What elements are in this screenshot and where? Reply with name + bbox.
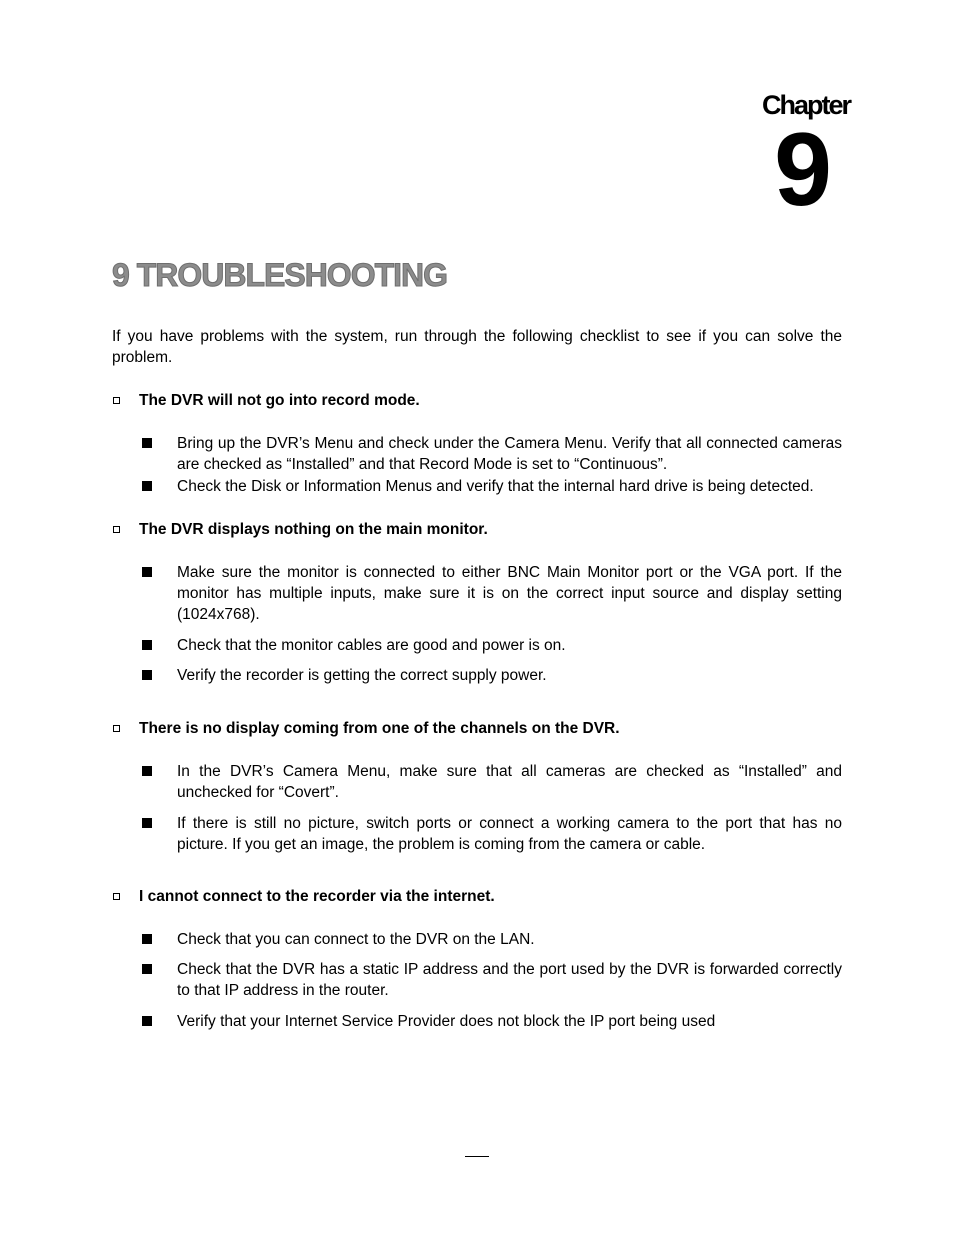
list-item-text: Check that the monitor cables are good and power is on. xyxy=(177,637,566,654)
intro-paragraph: If you have problems with the system, run through the following checklist to see if you can solve the problem. xyxy=(112,328,842,366)
list-item-text: Verify the recorder is getting the correct supply power. xyxy=(177,667,547,684)
section-title xyxy=(112,718,842,739)
document-body xyxy=(112,326,842,1032)
list-item xyxy=(112,562,842,625)
list-item-text: In the DVR’s Camera Menu, make sure that all cameras are checked as “Installed” and unchecked for “Covert”. xyxy=(177,763,842,801)
checkbox-bullet-icon xyxy=(113,893,120,900)
chapter-number: 9 xyxy=(774,112,830,228)
square-bullet-icon xyxy=(142,1016,152,1026)
square-bullet-icon xyxy=(142,964,152,974)
section-title xyxy=(112,519,842,540)
bullet-list xyxy=(112,433,842,497)
square-bullet-icon xyxy=(142,567,152,577)
list-item-text: Check that you can connect to the DVR on the LAN. xyxy=(177,931,535,948)
list-item xyxy=(112,635,842,656)
checkbox-bullet-icon xyxy=(113,526,120,533)
list-item xyxy=(112,1011,842,1032)
square-bullet-icon xyxy=(142,818,152,828)
section-title-text: The DVR displays nothing on the main monitor. xyxy=(139,521,488,538)
list-item-text: Check that the DVR has a static IP address and the port used by the DVR is forwarded correctly to that IP address in the router. xyxy=(177,961,842,999)
list-item xyxy=(112,929,842,950)
list-item-text: If there is still no picture, switch ports or connect a working camera to the port that has no picture. If you get an image, the problem is coming from the camera or cable. xyxy=(177,815,842,853)
chapter-marker xyxy=(720,90,880,228)
footer-rule xyxy=(465,1156,489,1157)
section-title xyxy=(112,886,842,907)
square-bullet-icon xyxy=(142,438,152,448)
checkbox-bullet-icon xyxy=(113,725,120,732)
list-item-text: Check the Disk or Information Menus and verify that the internal hard drive is being detected. xyxy=(177,478,814,495)
bullet-list xyxy=(112,929,842,1032)
list-item xyxy=(112,761,842,803)
square-bullet-icon xyxy=(142,766,152,776)
square-bullet-icon xyxy=(142,640,152,650)
section-title-text: The DVR will not go into record mode. xyxy=(139,392,420,409)
section-title-text: There is no display coming from one of the channels on the DVR. xyxy=(139,720,620,737)
list-item xyxy=(112,433,842,475)
bullet-list xyxy=(112,562,842,686)
bullet-list xyxy=(112,761,842,855)
list-item xyxy=(112,959,842,1001)
list-item-text: Make sure the monitor is connected to either BNC Main Monitor port or the VGA port. If the monitor has multiple inputs, make sure it is on the correct input source and display setting (1024x768). xyxy=(177,564,842,623)
list-item xyxy=(112,665,842,686)
list-item-text: Verify that your Internet Service Provider does not block the IP port being used xyxy=(177,1013,716,1030)
checkbox-bullet-icon xyxy=(113,397,120,404)
page-title: 9 TROUBLESHOOTING xyxy=(112,257,448,293)
list-item-text: Bring up the DVR’s Menu and check under the Camera Menu. Verify that all connected cameras are checked as “Installed” and that Record Mode is set to “Continuous”. xyxy=(177,435,842,473)
section-title xyxy=(112,390,842,411)
square-bullet-icon xyxy=(142,670,152,680)
chapter-label: Chapter xyxy=(761,90,850,120)
list-item xyxy=(112,813,842,855)
square-bullet-icon xyxy=(142,934,152,944)
list-item xyxy=(112,476,842,497)
section-title-text: I cannot connect to the recorder via the internet. xyxy=(139,888,495,905)
square-bullet-icon xyxy=(142,481,152,491)
